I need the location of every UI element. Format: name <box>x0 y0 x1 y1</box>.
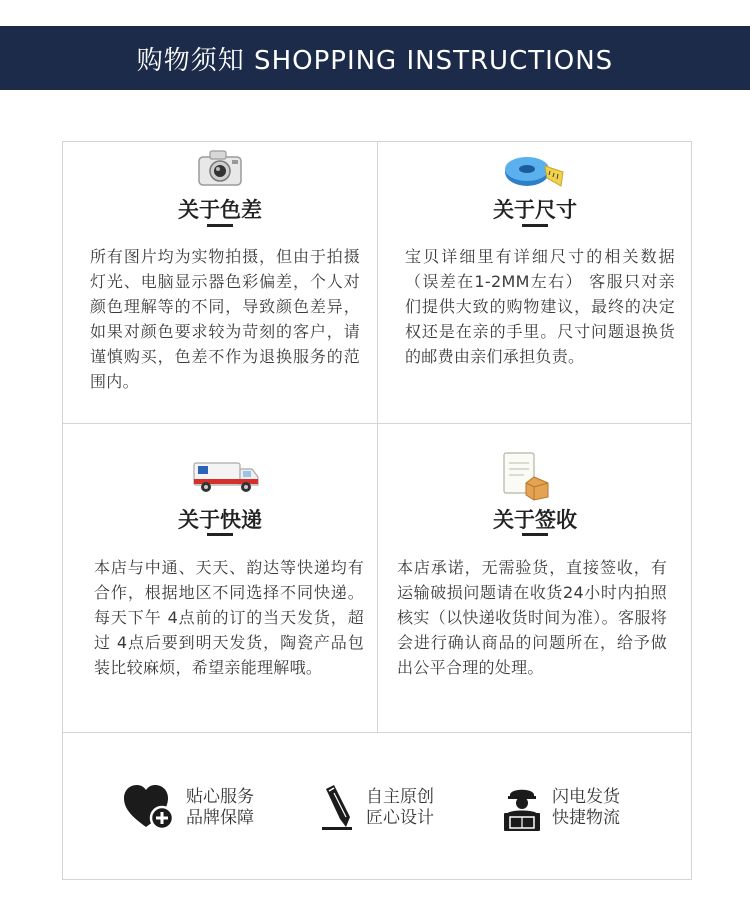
delivery-truck-icon <box>192 457 260 495</box>
pencil-ruler-icon <box>320 783 356 833</box>
grid-divider-horizontal <box>62 423 692 424</box>
clipboard-package-icon <box>500 449 550 501</box>
courier-box-icon <box>502 783 542 833</box>
feature-line1: 自主原创 <box>366 787 434 807</box>
feature-shipping <box>502 780 620 836</box>
feature-line2: 快捷物流 <box>552 808 620 828</box>
feature-text <box>366 787 434 829</box>
section-title: 关于尺寸 <box>493 198 577 222</box>
section-title: 关于签收 <box>493 508 577 532</box>
tape-measure-icon <box>503 152 567 190</box>
section-text: 本店与中通、天天、韵达等快递均有合作，根据地区不同选择不同快递。每天下午 4点前的订的当天发货，超过 4点后要到明天发货，陶瓷产品包装比较麻烦，希望亲能理解哦。 <box>94 558 364 677</box>
title-underline <box>207 224 233 227</box>
feature-text <box>186 787 254 829</box>
section-text: 宝贝详细里有详细尺寸的相关数据（误差在1-2MM左右） 客服只对亲们提供大致的购物建议，最终的决定权还是在亲的手里。尺寸问题退换货的邮费由亲们承担负责。 <box>405 247 675 366</box>
title-underline <box>207 533 233 536</box>
feature-line2: 品牌保障 <box>186 808 254 828</box>
camera-icon <box>196 147 244 189</box>
feature-text <box>552 787 620 829</box>
section-title: 关于快递 <box>178 508 262 532</box>
heart-plus-icon <box>122 783 176 833</box>
title-underline <box>522 224 548 227</box>
feature-design <box>320 780 434 836</box>
page-title: 购物须知 SHOPPING INSTRUCTIONS <box>136 45 614 76</box>
page-banner <box>0 26 750 90</box>
feature-line1: 闪电发货 <box>552 787 620 807</box>
section-title: 关于色差 <box>178 198 262 222</box>
section-text: 本店承诺，无需验货，直接签收，有运输破损问题请在收货24小时内拍照核实（以快递收货时间为准）。客服将会进行确认商品的问题所在，给予做出公平合理的处理。 <box>397 558 667 677</box>
feature-service <box>122 780 254 836</box>
grid-divider-vertical <box>377 141 378 733</box>
title-underline <box>522 533 548 536</box>
feature-line1: 贴心服务 <box>186 787 254 807</box>
section-text: 所有图片均为实物拍摄，但由于拍摄灯光、电脑显示器色彩偏差，个人对颜色理解等的不同，导致颜色差异，如果对颜色要求较为苛刻的客户，请谨慎购买，色差不作为退换服务的范围内。 <box>90 247 360 391</box>
feature-line2: 匠心设计 <box>366 808 434 828</box>
